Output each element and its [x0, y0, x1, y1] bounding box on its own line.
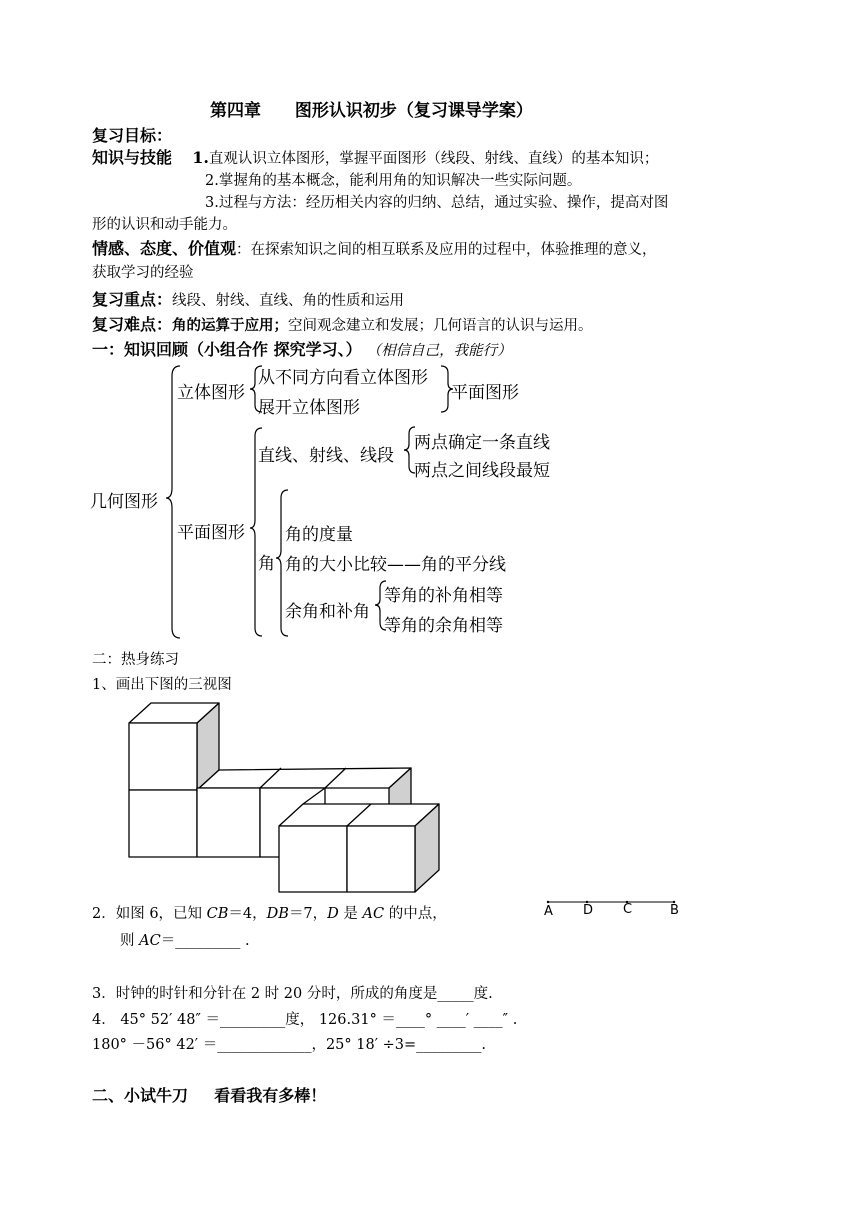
tree-line-a: 两点确定一条直线	[414, 433, 550, 453]
section3-heading: 二、小试牛刀	[92, 1086, 189, 1105]
emotion-text-2: 获取学习的经验	[92, 265, 194, 281]
label-c: C	[623, 902, 633, 917]
chapter-name: 图形认识初步（复习课导学案）	[294, 101, 533, 121]
section3-note: 看看我有多棒！	[214, 1086, 327, 1105]
q2-var-ac: AC	[362, 906, 385, 922]
emotion-text-1: ：在探索知识之间的相互联系及应用的过程中，体验推理的意义，	[236, 242, 657, 258]
q2-line2-prefix: 则	[120, 933, 140, 949]
section1-note: （相信自己，我能行）	[366, 343, 512, 359]
item1-number: 1.	[192, 148, 209, 167]
tree-solid-b: 展开立体图形	[258, 398, 360, 418]
section3-line	[92, 1083, 326, 1106]
q2-text-b: ＝4，	[228, 906, 267, 922]
tree-angle-c1: 等角的补角相等	[384, 586, 503, 606]
difficulty-text: 空间观念建立和发展；几何语言的认识与运用。	[288, 318, 593, 334]
question3: 3．时钟的时针和分针在 2 时 20 分时，所成的角度是_____度.	[92, 986, 493, 1002]
label-d: D	[583, 903, 594, 918]
focus-label: 复习重点：	[92, 290, 173, 309]
tree-plane: 平面图形	[177, 523, 245, 543]
tree-angle-c: 余角和补角	[285, 602, 370, 622]
chapter-number: 第四章	[210, 101, 261, 121]
q2-text-c: ＝7，	[288, 906, 328, 922]
emotion-label: 情感、态度、价值观	[92, 239, 237, 258]
knowledge-label: 知识与技能	[92, 148, 173, 167]
tree-angle-b: 角的大小比较——角的平分线	[285, 555, 506, 575]
tree-angle: 角	[258, 554, 275, 574]
goal-item2: 2.掌握角的基本概念，能利用角的知识解决一些实际问题。	[205, 173, 582, 189]
difficulty-bold-text: 角的运算于应用；	[172, 317, 289, 334]
q2-text-e: 的中点，	[384, 906, 447, 922]
tree-angle-c2: 等角的余角相等	[384, 616, 503, 636]
item1-text: 直观认识立体图形，掌握平面图形（线段、射线、直线）的基本知识；	[208, 151, 659, 167]
tree-root: 几何图形	[90, 492, 158, 512]
q2-text-a: 2．如图 6，已知	[92, 906, 207, 922]
tree-solid-a: 从不同方向看立体图形	[258, 368, 428, 388]
question4-line2: 180° －56° 42′ ＝_____________，25° 18′ ÷3=_________.	[92, 1037, 486, 1053]
q2-var-db: DB	[266, 906, 289, 922]
tree-solid-result: 平面图形	[451, 383, 519, 403]
goal-item3-line1: 3.过程与方法：经历相关内容的归纳、总结，通过实验、操作，提高对图	[205, 195, 669, 211]
tree-solid: 立体图形	[177, 383, 245, 403]
q2-var-d: D	[327, 906, 339, 922]
q2-var-cb: CB	[206, 906, 229, 922]
q2-line2-suffix: ＝_________ .	[160, 933, 250, 949]
label-b: B	[670, 903, 679, 918]
focus-text: 线段、射线、直线、角的性质和运用	[172, 293, 405, 309]
goals-heading: 复习目标：	[92, 126, 173, 145]
question4-line1: 4． 45° 52′ 48″ ＝_________度， 126.31° ＝____° ____′ ____″ .	[92, 1012, 518, 1028]
q2-text-d: 是	[338, 906, 363, 922]
question1: 1、画出下图的三视图	[92, 677, 232, 693]
label-a: A	[544, 904, 553, 919]
difficulty-label: 复习难点：	[92, 315, 173, 334]
section1-heading: 一：知识回顾（小组合作 探究学习、）	[92, 340, 362, 359]
tree-lines: 直线、射线、线段	[258, 446, 394, 466]
point-a	[547, 901, 549, 903]
tree-line-b: 两点之间线段最短	[414, 461, 550, 481]
q2-line2-var: AC	[139, 933, 161, 949]
tree-angle-a: 角的度量	[285, 525, 353, 545]
goal-item3-line2: 形的认识和动手能力。	[92, 217, 237, 233]
section2-heading: 二：热身练习	[92, 652, 179, 668]
